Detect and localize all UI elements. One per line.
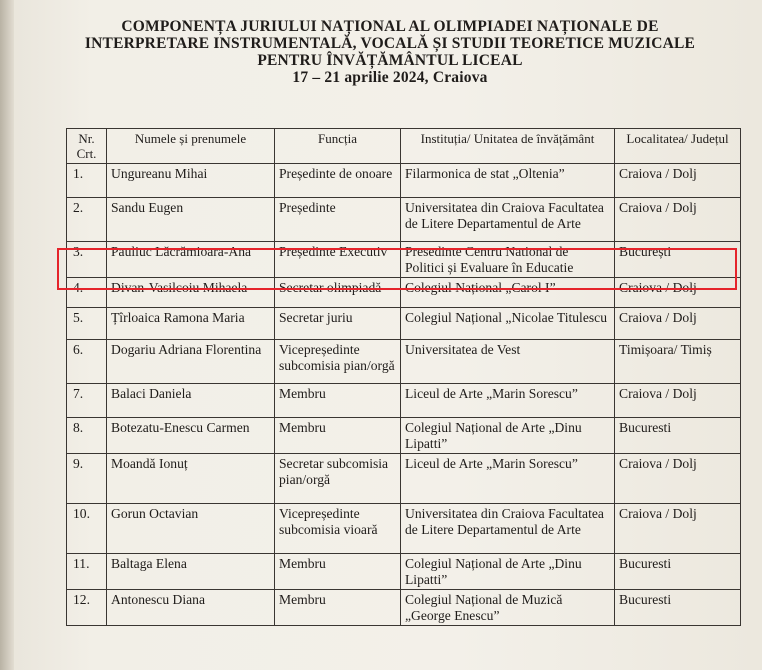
row-nr: 7.: [67, 384, 107, 418]
row-name: Ungureanu Mihai: [107, 164, 275, 198]
table-row: [67, 340, 741, 384]
row-name: Botezatu-Enescu Carmen: [107, 418, 275, 454]
row-name: Pauliuc Lăcrămioara-Ana: [107, 242, 275, 278]
row-location: București: [615, 242, 741, 278]
table-row: [67, 554, 741, 590]
row-name: Balaci Daniela: [107, 384, 275, 418]
row-institution: Colegiul Național „Carol I”: [401, 278, 615, 308]
row-location: Bucuresti: [615, 590, 741, 626]
table-row: [67, 198, 741, 242]
row-institution: Universitatea din Craiova Facultatea de Litere Departamentul de Arte: [401, 504, 615, 554]
row-institution: Colegiul Național de Muzică „George Enescu”: [401, 590, 615, 626]
row-nr: 10.: [67, 504, 107, 554]
table-row: [67, 590, 741, 626]
row-institution: Liceul de Arte „Marin Sorescu”: [401, 384, 615, 418]
row-name: Gorun Octavian: [107, 504, 275, 554]
row-location: Craiova / Dolj: [615, 384, 741, 418]
row-location: Craiova / Dolj: [615, 308, 741, 340]
table-row: [67, 242, 741, 278]
row-location: Craiova / Dolj: [615, 454, 741, 504]
row-name: Dogariu Adriana Florentina: [107, 340, 275, 384]
row-institution: Universitatea din Craiova Facultatea de Litere Departamentul de Arte: [401, 198, 615, 242]
title-line-2: INTERPRETARE INSTRUMENTALĂ, VOCALĂ ȘI STUDII TEORETICE MUZICALE: [84, 35, 696, 52]
table-body: [67, 164, 741, 626]
row-location: Timișoara/ Timiș: [615, 340, 741, 384]
title-line-3: PENTRU ÎNVĂȚĂMÂNTUL LICEAL: [257, 52, 523, 69]
row-function: Secretar juriu: [275, 308, 401, 340]
row-institution: Colegiul Național „Nicolae Titulescu: [401, 308, 615, 340]
row-location: Craiova / Dolj: [615, 164, 741, 198]
book-spine-shadow: [0, 0, 14, 670]
row-name: Țîrloaica Ramona Maria: [107, 308, 275, 340]
table-row: [67, 278, 741, 308]
row-nr: 6.: [67, 340, 107, 384]
row-location: Craiova / Dolj: [615, 504, 741, 554]
row-nr: 4.: [67, 278, 107, 308]
row-nr: 5.: [67, 308, 107, 340]
row-name: Moandă Ionuț: [107, 454, 275, 504]
table-row: [67, 308, 741, 340]
row-institution: Filarmonica de stat „Oltenia”: [401, 164, 615, 198]
row-function: Secretar subcomisia pian/orgă: [275, 454, 401, 504]
row-nr: 8.: [67, 418, 107, 454]
row-institution: Universitatea de Vest: [401, 340, 615, 384]
header-location: Localitatea/ Județul: [615, 129, 741, 164]
row-name: Sandu Eugen: [107, 198, 275, 242]
table-row: [67, 418, 741, 454]
row-institution: Presedinte Centru National de Politici și Evaluare în Educatie: [401, 242, 615, 278]
row-function: Membru: [275, 418, 401, 454]
row-nr: 9.: [67, 454, 107, 504]
jury-table: [66, 128, 741, 626]
row-location: Bucuresti: [615, 554, 741, 590]
table-row: [67, 504, 741, 554]
row-name: Divan-Vasilcoiu Mihaela: [107, 278, 275, 308]
row-function: Președinte de onoare: [275, 164, 401, 198]
title-line-4-date: 17 – 21 aprilie 2024, Craiova: [292, 69, 488, 86]
row-nr: 12.: [67, 590, 107, 626]
document-title: [40, 18, 740, 86]
row-nr: 2.: [67, 198, 107, 242]
row-location: Craiova / Dolj: [615, 198, 741, 242]
row-function: Secretar olimpiadă: [275, 278, 401, 308]
table-header-row: [67, 129, 741, 164]
header-name: Numele și prenumele: [107, 129, 275, 164]
row-nr: 1.: [67, 164, 107, 198]
row-institution: Colegiul Național de Arte „Dinu Lipatti”: [401, 418, 615, 454]
row-function: Președinte: [275, 198, 401, 242]
row-function: Vicepreședinte subcomisia pian/orgă: [275, 340, 401, 384]
row-nr: 3.: [67, 242, 107, 278]
row-function: Președinte Executiv: [275, 242, 401, 278]
table-row: [67, 454, 741, 504]
row-function: Membru: [275, 554, 401, 590]
row-institution: Liceul de Arte „Marin Sorescu”: [401, 454, 615, 504]
row-location: Craiova / Dolj: [615, 278, 741, 308]
row-name: Baltaga Elena: [107, 554, 275, 590]
row-institution: Colegiul Național de Arte „Dinu Lipatti”: [401, 554, 615, 590]
row-location: Bucuresti: [615, 418, 741, 454]
row-function: Vicepreședinte subcomisia vioară: [275, 504, 401, 554]
row-nr: 11.: [67, 554, 107, 590]
title-line-1: COMPONENȚA JURIULUI NAȚIONAL AL OLIMPIADEI NAȚIONALE DE: [121, 18, 659, 35]
header-function: Funcția: [275, 129, 401, 164]
row-function: Membru: [275, 590, 401, 626]
header-institution: Instituția/ Unitatea de învățământ: [401, 129, 615, 164]
header-nr: Nr. Crt.: [67, 129, 107, 164]
row-name: Antonescu Diana: [107, 590, 275, 626]
row-function: Membru: [275, 384, 401, 418]
table-row: [67, 164, 741, 198]
table-row: [67, 384, 741, 418]
